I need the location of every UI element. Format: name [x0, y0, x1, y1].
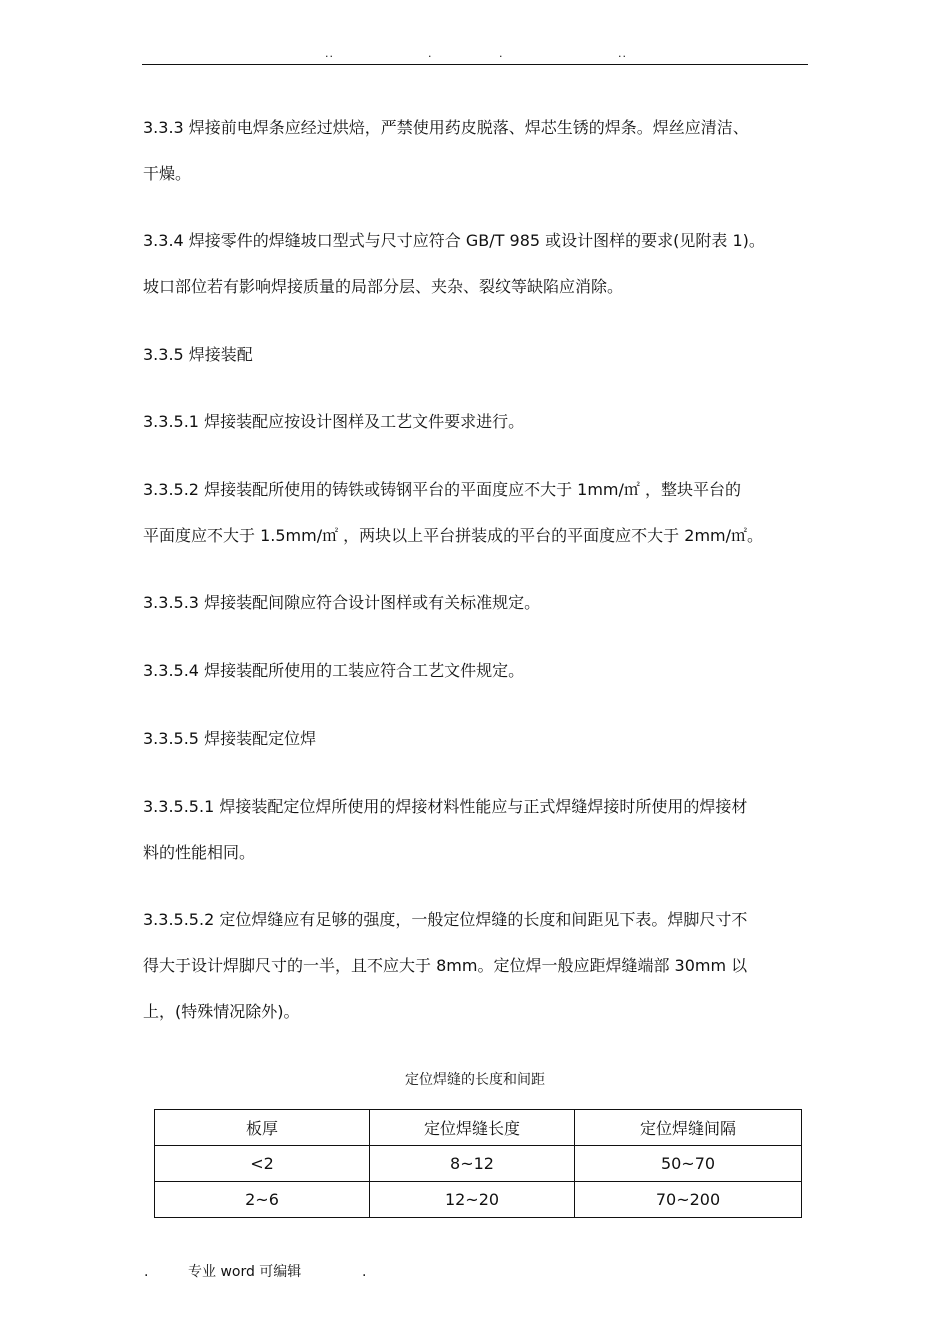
- header-mark: ..: [325, 47, 334, 60]
- table-cell: <2: [155, 1146, 370, 1182]
- paragraph-3-3-5-3: 3.3.5.3 焊接装配间隙应符合设计图样或有关标准规定。: [143, 593, 541, 612]
- table-cell: 12~20: [370, 1182, 575, 1218]
- paragraph-3-3-4-line-2: 坡口部位若有影响焊接质量的局部分层、夹杂、裂纹等缺陷应消除。: [143, 277, 624, 296]
- table-row: [155, 1182, 802, 1218]
- table-caption: 定位焊缝的长度和间距: [405, 1072, 545, 1088]
- table-cell: 50~70: [575, 1146, 802, 1182]
- weld-spacing-table: [154, 1109, 802, 1218]
- table-header-row: [155, 1110, 802, 1146]
- footer-text: 专业 word 可编辑: [188, 1264, 302, 1280]
- table-cell: 2~6: [155, 1182, 370, 1218]
- paragraph-3-3-5-1: 3.3.5.1 焊接装配应按设计图样及工艺文件要求进行。: [143, 412, 525, 431]
- page-header: [142, 44, 808, 65]
- paragraph-3-3-5-5-1-line-2: 料的性能相同。: [143, 843, 256, 862]
- paragraph-3-3-5-4: 3.3.5.4 焊接装配所使用的工装应符合工艺文件规定。: [143, 661, 525, 680]
- paragraph-3-3-5-5-2-line-2: 得大于设计焊脚尺寸的一半，且不应大于 8mm。定位焊一般应距焊缝端部 30mm 以: [143, 956, 748, 975]
- heading-3-3-5: 3.3.5 焊接装配: [143, 345, 253, 364]
- header-mark: .: [428, 47, 433, 60]
- table-header-cell: 板厚: [155, 1110, 370, 1146]
- table-cell: 8~12: [370, 1146, 575, 1182]
- paragraph-3-3-5-5-1-line-1: 3.3.5.5.1 焊接装配定位焊所使用的焊接材料性能应与正式焊缝焊接时所使用的焊接材: [143, 797, 748, 816]
- paragraph-3-3-5-5-2-line-3: 上，(特殊情况除外)。: [143, 1002, 300, 1021]
- footer-mark-right: .: [362, 1264, 367, 1280]
- footer-mark-left: .: [144, 1264, 149, 1280]
- table-row: [155, 1146, 802, 1182]
- paragraph-3-3-5-5-2-line-1: 3.3.5.5.2 定位焊缝应有足够的强度，一般定位焊缝的长度和间距见下表。焊脚尺寸不: [143, 910, 748, 929]
- header-mark: ..: [618, 47, 627, 60]
- paragraph-3-3-5-2-line-2: 平面度应不大于 1.5mm/㎡ ，两块以上平台拼装成的平台的平面度应不大于 2mm/㎡。: [143, 526, 764, 545]
- table-header-cell: 定位焊缝长度: [370, 1110, 575, 1146]
- header-mark: .: [499, 47, 504, 60]
- heading-3-3-5-5: 3.3.5.5 焊接装配定位焊: [143, 729, 317, 748]
- paragraph-3-3-5-2-line-1: 3.3.5.2 焊接装配所使用的铸铁或铸钢平台的平面度应不大于 1mm/㎡ ，整块平台的: [143, 480, 741, 499]
- paragraph-3-3-3-line-1: 3.3.3 焊接前电焊条应经过烘焙，严禁使用药皮脱落、焊芯生锈的焊条。焊丝应清洁、: [143, 118, 749, 137]
- table-cell: 70~200: [575, 1182, 802, 1218]
- paragraph-3-3-4-line-1: 3.3.4 焊接零件的焊缝坡口型式与尺寸应符合 GB/T 985 或设计图样的要求(见附表 1)。: [143, 231, 765, 250]
- table-header-cell: 定位焊缝间隔: [575, 1110, 802, 1146]
- paragraph-3-3-3-line-2: 干燥。: [143, 164, 192, 183]
